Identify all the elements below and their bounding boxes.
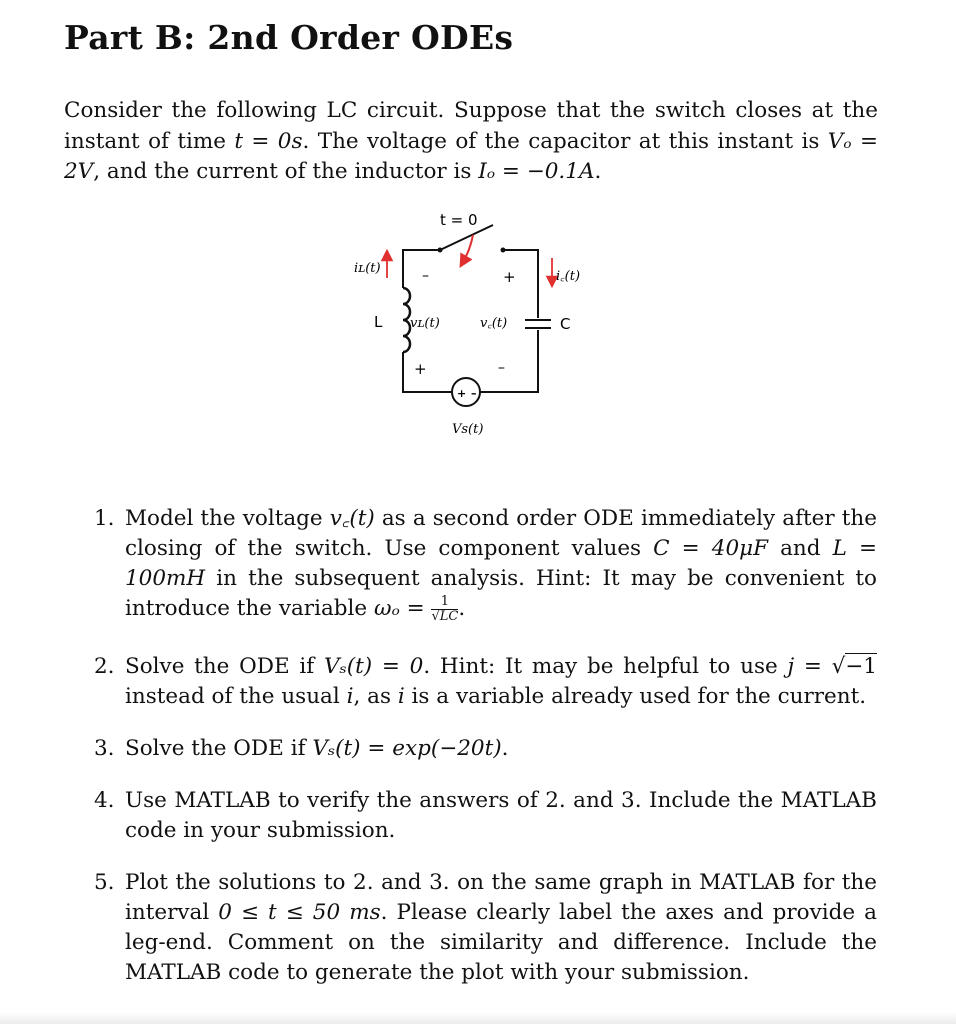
inductor-voltage-label: vʟ(t)	[410, 316, 440, 331]
intro-text-2: . The voltage of the capacitor at this instant is	[302, 128, 828, 154]
intro-voltage-eq: Vₒ = 2V	[64, 128, 878, 184]
capacitor-label: C	[560, 315, 571, 333]
q1-vc-expr: v꜀(t)	[329, 506, 375, 531]
question-number: 5.	[94, 870, 115, 895]
q5-text-a: Plot the solutions to 2. and 3. on the same graph in MATLAB for the interval	[125, 870, 877, 925]
inductor-coil	[403, 288, 410, 352]
question-number: 2.	[94, 654, 115, 679]
question-number: 4.	[94, 788, 115, 813]
inductor-label: L	[374, 313, 383, 331]
page-title: Part B: 2nd Order ODEs	[64, 18, 514, 57]
q3-text-end: .	[501, 736, 509, 761]
capacitor-minus-sign: –	[498, 360, 505, 376]
intro-paragraph	[64, 96, 878, 188]
intro-text-1: Consider the following LC circuit. Suppose that the switch closes at the instant of time	[64, 98, 878, 154]
q1-fraction-denominator: √LC	[431, 608, 459, 624]
inductor-plus-sign: +	[414, 360, 427, 378]
source-plus-sign: +	[457, 387, 467, 400]
q2-i-symbol-2: i	[397, 684, 405, 709]
lc-circuit-diagram	[340, 200, 610, 450]
question-text	[125, 504, 877, 624]
q1-fraction-numerator: 1	[431, 595, 458, 610]
q2-text-a: Solve the ODE if	[125, 654, 324, 679]
q1-text-c: as a second order ODE immediately after the closing of the switch. Use component values	[125, 506, 877, 561]
q3-text-a: Solve the ODE if	[125, 736, 313, 761]
q1-text-e: and	[768, 536, 833, 561]
question-text: Use MATLAB to verify the answers of 2. and 3. Include the MATLAB code in your submission.	[125, 788, 877, 843]
inductor-current-label: iʟ(t)	[354, 261, 381, 276]
intro-time-eq: t = 0s	[234, 128, 303, 154]
intro-text-4: .	[594, 159, 602, 184]
capacitor-plus-sign: +	[503, 268, 516, 286]
capacitor-current-label: i꜀(t)	[556, 269, 581, 284]
q1-cap-value: C = 40μF	[653, 536, 769, 561]
question-text	[125, 734, 877, 764]
q2-text-c: . Hint: It may be helpful to use	[423, 654, 788, 679]
intro-current-eq: Iₒ = −0.1A	[478, 159, 595, 184]
question-text	[125, 652, 877, 712]
q3-vs-expr: Vₛ(t) = exp(−20t)	[312, 736, 502, 761]
q2-i-symbol: i	[346, 684, 354, 709]
question-number: 3.	[94, 736, 115, 761]
q2-j-expr: j = √	[787, 654, 846, 679]
left-bottom-wire	[403, 352, 452, 392]
q1-text-a: Model the voltage	[125, 506, 330, 531]
intro-text-3: , and the current of the inductor is	[93, 159, 479, 184]
question-number: 1.	[94, 506, 115, 531]
q2-text-h: , as	[353, 684, 398, 709]
inductor-minus-sign: –	[422, 268, 429, 284]
capacitor-voltage-label: v꜀(t)	[480, 316, 508, 331]
q2-vs-expr: Vₛ(t) = 0	[323, 654, 424, 679]
source-label: Vs(t)	[452, 422, 484, 437]
switch-label: t = 0	[440, 211, 478, 229]
q2-sqrt-arg: −1	[845, 654, 877, 679]
q1-fraction	[431, 595, 458, 624]
q5-text-c: . Please clearly label the axes and provide a leg-end. Comment on the similarity and difference. Include the MATLAB code to generate the plot with your submission.	[125, 900, 877, 985]
source-minus-sign: –	[471, 387, 477, 400]
q2-text-f: instead of the usual	[125, 684, 347, 709]
page-bottom-shadow	[0, 1012, 956, 1024]
q2-text-j: is a variable already used for the current.	[404, 684, 867, 709]
q1-text-end: .	[458, 596, 466, 621]
q1-text-g: in the subsequent analysis. Hint: It may be convenient to introduce the variable	[125, 566, 877, 621]
question-text	[125, 868, 877, 988]
q1-ind-value: L = 100mH	[125, 536, 877, 591]
q5-interval: 0 ≤ t ≤ 50 ms	[218, 900, 381, 925]
q1-omega-expr: ωₒ =	[373, 596, 432, 621]
right-bottom-wire	[480, 330, 538, 392]
